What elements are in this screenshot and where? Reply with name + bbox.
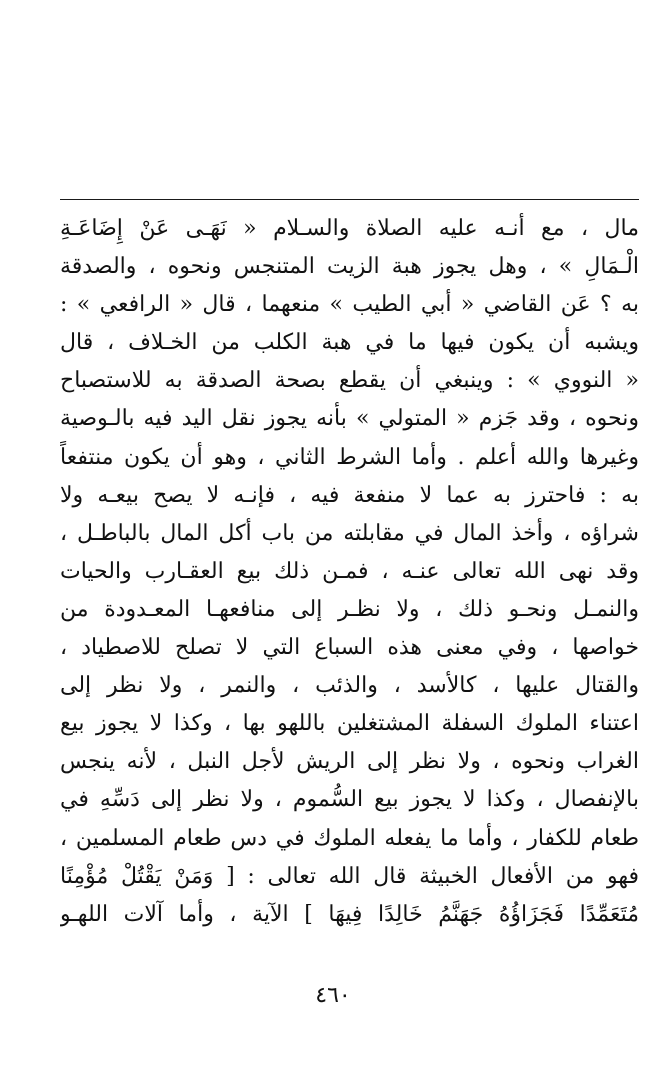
text-line: والنمـل ونحـو ذلك ، ولا نظـر إلى منافعهـا المعـدودة من (60, 596, 639, 622)
text-line: الغراب ونحوه ، ولا نظر إلى الريش لأجل النبل ، لأنه ينجس (60, 749, 639, 775)
text-line: شراؤه ، وأخذ المال في مقابلته من باب أكل المال بالباطـل ، (60, 520, 639, 546)
body-text (60, 210, 639, 934)
text-line: ونحوه ، وقد جَزم « المتولي » بأنه يجوز نقل اليد فيه بالـوصية (60, 406, 639, 432)
text-line: به ؟ عَن القاضي « أبي الطيب » منعهما ، قال « الرافعي » : (60, 292, 639, 318)
text-line: مال ، مع أنـه عليه الصلاة والسـلام « نَهَـى عَنْ إِضَاعَـةِ (60, 216, 639, 241)
text-line: الْـمَالِ » ، وهل يجوز هبة الزيت المتنجس ونحوه ، والصدقة (60, 254, 639, 280)
text-line: طعام للكفار ، وأما ما يفعله الملوك في دس طعام المسلمين ، (60, 825, 639, 851)
text-line: مُتَعَمِّدًا فَجَزَاؤُهُ جَهَنَّمُ خَالِدًا فِيهَا ] الآية ، وأما آلات اللهـو (60, 901, 639, 927)
text-line: وقد نهى الله تعالى عنـه ، فمـن ذلك بيع العقـارب والحيات (60, 558, 639, 584)
page-number: ٤٦٠ (315, 983, 351, 1008)
text-line: والقتال عليها ، كالأسد ، والذئب ، والنمر ، ولا نظر إلى (60, 673, 639, 699)
text-line: « النووي » : وينبغي أن يقطع بصحة الصدقة به للاستصباح (60, 368, 639, 394)
header-rule (60, 199, 639, 200)
text-line: خواصها ، وفي معنى هذه السباع التي لا تصلح للاصطياد ، (60, 635, 639, 661)
text-line: به : فاحترز به عما لا منفعة فيه ، فإنـه لا يصح بيعـه ولا (60, 482, 639, 508)
text-line: بالإنفصال ، وكذا لا يجوز بيع السُّموم ، ولا نظر إلى دَسِّهِ في (60, 787, 639, 813)
text-line: فهو من الأفعال الخبيثة قال الله تعالى : [ وَمَنْ يَقْتُلْ مُؤْمِنًا (60, 863, 639, 889)
text-line: ويشبه أن يكون فيها ما في هبة الكلب من الخـلاف ، قال (60, 330, 639, 356)
text-line: اعتناء الملوك السفلة المشتغلين باللهو بها ، وكذا لا يجوز بيع (60, 711, 639, 737)
text-line: وغيرها والله أعلم . وأما الشرط الثاني ، وهو أن يكون منتفعاً (60, 444, 639, 470)
